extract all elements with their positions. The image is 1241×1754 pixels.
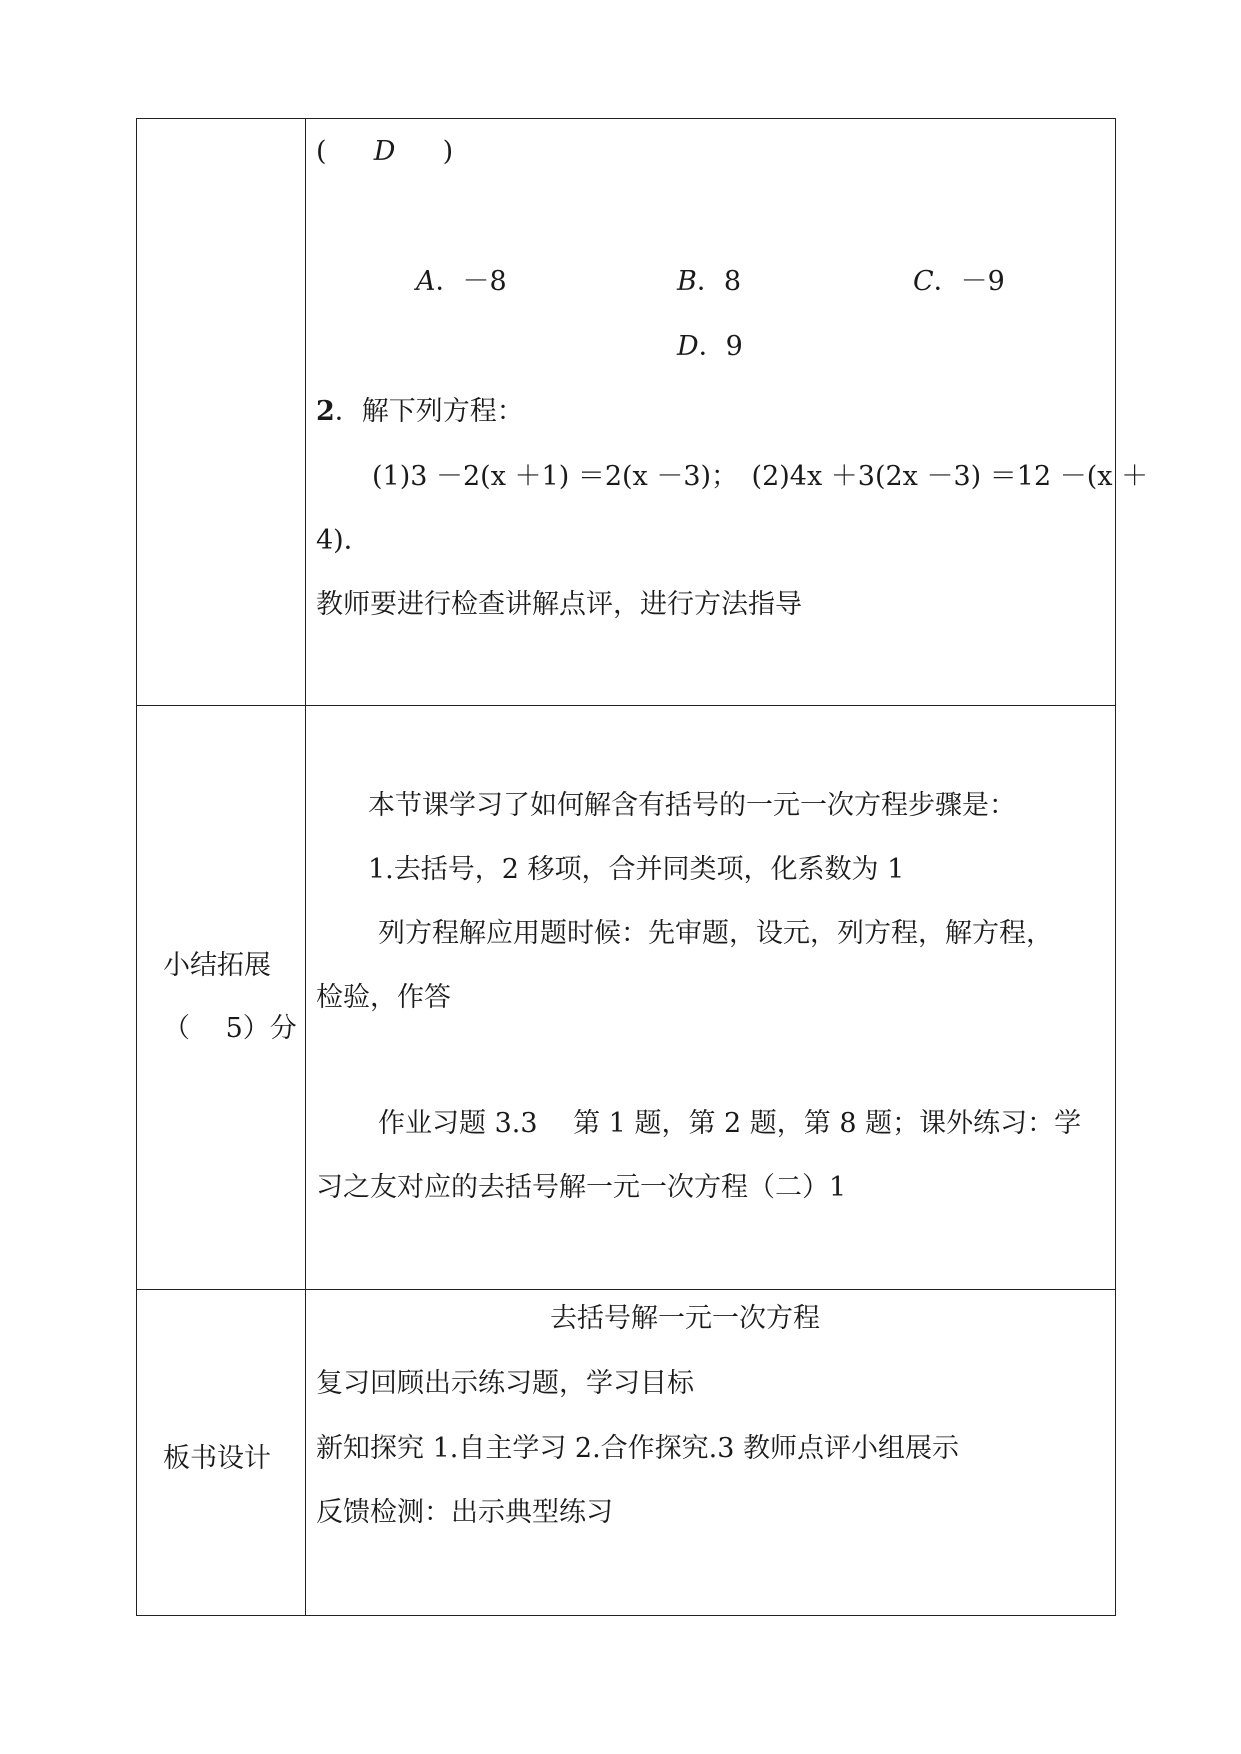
exercise-row-content-cell <box>306 119 1149 706</box>
option-d: D．9 <box>677 331 743 362</box>
summary-line-3: 列方程解应用题时候：先审题，设元，列方程，解方程， <box>378 918 1053 949</box>
board-title: 去括号解一元一次方程 <box>550 1303 820 1334</box>
board-line-3: 反馈检测：出示典型练习 <box>316 1497 613 1528</box>
board-line-1: 复习回顾出示练习题，学习目标 <box>316 1368 694 1399</box>
summary-label: 小结拓展 <box>163 950 271 981</box>
board-design-row <box>137 1290 1116 1616</box>
question-number: 2 <box>316 396 335 427</box>
summary-row <box>137 706 1116 1290</box>
teacher-note: 教师要进行检查讲解点评，进行方法指导 <box>316 589 802 620</box>
answer-letter: D <box>373 136 396 167</box>
answer-close: ) <box>442 136 454 167</box>
equations-line-2: 4)． <box>316 525 371 556</box>
exercise-row <box>137 119 1116 706</box>
question-2-heading <box>316 395 524 429</box>
board-design-label: 板书设计 <box>163 1443 271 1474</box>
summary-row-label-cell <box>137 706 306 1290</box>
answer-bracket <box>316 135 453 169</box>
exercise-row-label-cell <box>137 119 306 706</box>
homework-line-2: 习之友对应的去括号解一元一次方程（二）1 <box>316 1172 847 1203</box>
summary-duration: （ 5）分 <box>163 1013 297 1044</box>
board-line-2: 新知探究 1.自主学习 2.合作探究.3 教师点评小组展示 <box>316 1433 960 1464</box>
option-b: B．8 <box>677 266 742 297</box>
homework-line-1: 作业习题 3.3 第 1 题，第 2 题，第 8 题；课外练习：学 <box>378 1108 1082 1139</box>
summary-line-2: 1.去括号，2 移项，合并同类项，化系数为 1 <box>368 854 905 885</box>
answer-open: ( <box>316 136 327 167</box>
summary-line-4: 检验，作答 <box>316 982 451 1013</box>
question-text: ．解下列方程： <box>334 396 524 427</box>
summary-row-content-cell <box>306 706 1116 1290</box>
option-a: A．－8 <box>416 266 507 297</box>
option-c: C．－9 <box>913 266 1005 297</box>
board-design-label-cell <box>137 1290 306 1616</box>
summary-line-1: 本节课学习了如何解含有括号的一元一次方程步骤是： <box>368 790 1016 821</box>
board-design-content-cell <box>306 1290 1116 1616</box>
lesson-plan-table <box>136 118 1149 1616</box>
equations-line-1: (1)3 －2(x ＋1) ＝2(x －3)； (2)4x ＋3(2x －3) ＝12 －(x ＋ <box>372 461 1149 492</box>
